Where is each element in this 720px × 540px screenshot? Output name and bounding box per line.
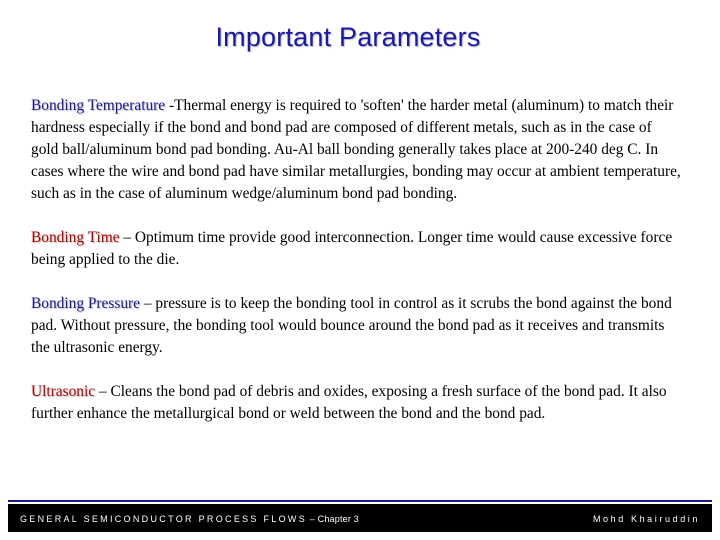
term-bonding-time: Bonding Time [31, 229, 120, 246]
footer-chapter: – Chapter 3 [307, 514, 359, 524]
paragraph-text: pressure is to keep the bonding tool in control as it scrubs the bond against the bond pad. Without pressure, the bonding tool would bounce around the bond pad as it receives and transmits the ultrasonic energy. [31, 295, 672, 356]
slide-body [31, 95, 681, 447]
separator: - [165, 97, 175, 114]
term-bonding-temperature: Bonding Temperature [31, 97, 166, 114]
paragraph-bonding-pressure [31, 293, 681, 359]
footer-course-name: GENERAL SEMICONDUCTOR PROCESS FLOWS [20, 514, 308, 524]
separator: – [119, 229, 135, 246]
separator: – [140, 295, 156, 312]
paragraph-bonding-temperature [31, 95, 681, 205]
paragraph-bonding-time [31, 227, 681, 271]
paragraph-text: Thermal energy is required to 'soften' the harder metal (aluminum) to match their hardness especially if the bond and bond pad are composed of different metals, such as in the case of gold ball/aluminum bond pad bonding. Au-Al ball bonding generally takes place at 200-240 deg C. In cases where the wire and bond pad have similar metallurgies, bonding may occur at ambient temperature, such as in the case of aluminum wedge/aluminum bond pad bonding. [31, 97, 681, 202]
footer-bar [8, 504, 712, 532]
paragraph-ultrasonic [31, 381, 681, 425]
separator: – [95, 383, 111, 400]
footer-course-title [20, 514, 359, 524]
paragraph-text: Optimum time provide good interconnection. Longer time would cause excessive force being applied to the die. [31, 229, 673, 268]
slide-title: Important Parameters [215, 22, 481, 52]
paragraph-text: Cleans the bond pad of debris and oxides, exposing a fresh surface of the bond pad. It also further enhance the metallurgical bond or weld between the bond and the bond pad. [31, 383, 667, 422]
term-bonding-pressure: Bonding Pressure [31, 295, 141, 312]
footer-author: Mohd Khairuddin [592, 514, 700, 524]
term-ultrasonic: Ultrasonic [31, 383, 96, 400]
footer-divider [8, 500, 712, 502]
